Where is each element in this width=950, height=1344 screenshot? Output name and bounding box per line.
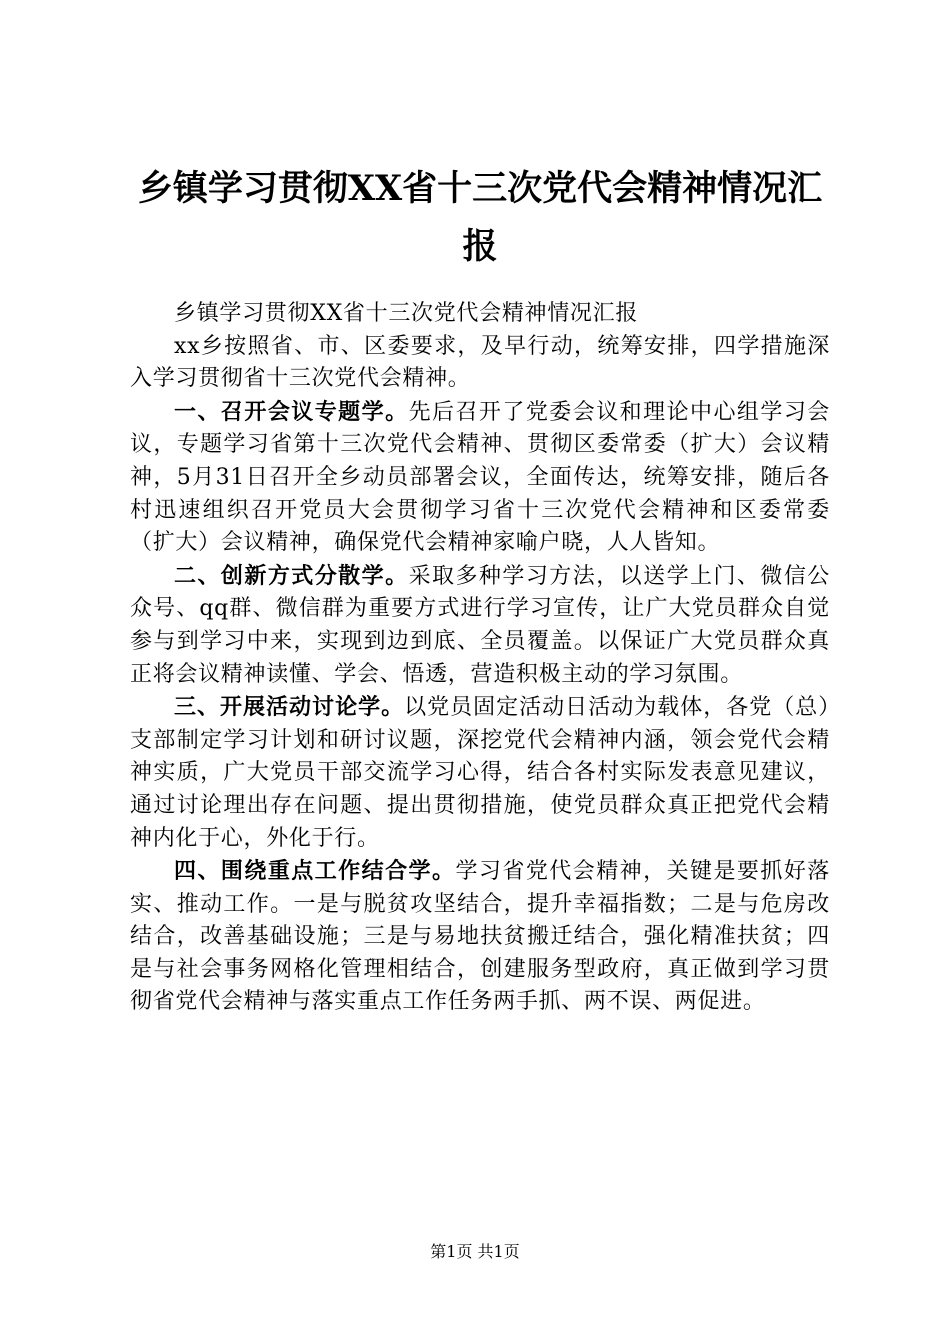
section-paragraph xyxy=(130,855,830,1019)
section-text: 以党员固定活动日活动为载体，各党（总）支部制定学习计划和研讨议题，深挖党代会精神内涵，领会党代会精神实质，广大党员干部交流学习心得，结合各村实际发表意见建议，通过讨论理出存在问题、提出贯彻措施，使党员群众真正把党代会精神内化于心，外化于行。 xyxy=(130,695,830,851)
section-heading: 三、开展活动讨论学。 xyxy=(174,694,405,721)
page-footer: 第1页 共1页 xyxy=(430,1242,520,1261)
section-text: 学习省党代会精神，关键是要抓好落实、推动工作。一是与脱贫攻坚结合，提升幸福指数；二是与危房改结合，改善基础设施；三是与易地扶贫搬迁结合，强化精准扶贫；四是与社会事务网格化管理相结合，创建服务型政府，真正做到学习贯彻省党代会精神与落实重点工作任务两手抓、两不误、两促进。 xyxy=(130,859,830,1015)
section-heading: 二、创新方式分散学。 xyxy=(174,562,409,589)
section-text: 采取多种学习方法，以送学上门、微信公众号、qq群、微信群为重要方式进行学习宣传，让广大党员群众自觉参与到学习中来，实现到边到底、全员覆盖。以保证广大党员群众真正将会议精神读懂、学会、悟透，营造积极主动的学习氛围。 xyxy=(130,563,830,687)
section-paragraph xyxy=(130,691,830,855)
document-body xyxy=(130,298,830,1019)
section-heading: 一、召开会议专题学。 xyxy=(174,398,409,425)
document-title: 乡镇学习贯彻XX省十三次党代会精神情况汇报 xyxy=(137,168,823,267)
section-heading: 四、围绕重点工作结合学。 xyxy=(174,858,456,885)
section-text: 先后召开了党委会议和理论中心组学习会议，专题学习省第十三次党代会精神、贯彻区委常委（扩大）会议精神，5月31日召开全乡动员部署会议，全面传达，统筹安排，随后各村迅速组织召开党员大会贯彻学习省十三次党代会精神和区委常委（扩大）会议精神，确保党代会精神家喻户晓，人人皆知。 xyxy=(130,399,830,556)
section-paragraph xyxy=(130,396,830,560)
intro-paragraph: xx乡按照省、市、区委要求，及早行动，统筹安排，四学措施深入学习贯彻省十三次党代会精神。 xyxy=(130,333,830,392)
subtitle-line: 乡镇学习贯彻XX省十三次党代会精神情况汇报 xyxy=(174,301,639,326)
section-paragraph xyxy=(130,560,830,691)
